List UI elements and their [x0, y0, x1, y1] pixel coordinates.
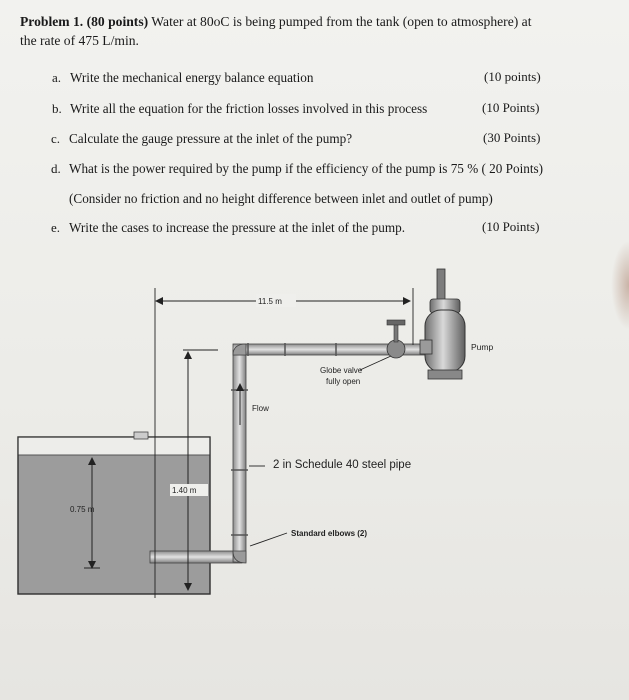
question-e-letter: e.	[51, 220, 61, 235]
globe-valve-label-1: Globe valve	[320, 366, 363, 375]
question-c-text: Calculate the gauge pressure at the inlet of the pump?	[69, 131, 353, 146]
question-e-text: Write the cases to increase the pressure at the inlet of the pump.	[69, 220, 405, 235]
flow-label: Flow	[252, 404, 269, 413]
question-d-letter: d.	[51, 161, 61, 176]
question-d-note: (Consider no friction and no height difference between inlet and outlet of pump)	[69, 191, 493, 206]
question-e-points: (10 Points)	[482, 219, 540, 234]
tank-depth-label: 0.75 m	[70, 505, 95, 514]
length-label: 11.5 m	[258, 297, 282, 306]
question-d-text: What is the power required by the pump if the efficiency of the pump is 75 % ( 20 Points)	[69, 161, 544, 176]
question-b-points: (10 Points)	[482, 100, 540, 115]
question-b-letter: b.	[52, 101, 62, 116]
pump-label: Pump	[471, 342, 494, 352]
riser-height-label: 1.40 m	[172, 486, 197, 495]
pump	[420, 269, 465, 379]
bottom-pipe	[150, 551, 242, 563]
question-c-points: (30 Points)	[483, 130, 541, 145]
question-a-letter: a.	[52, 70, 62, 85]
question-b-text: Write all the equation for the friction losses involved in this process	[70, 101, 428, 116]
question-a-points: (10 points)	[484, 69, 541, 84]
question-a-text: Write the mechanical energy balance equation	[70, 70, 314, 85]
globe-valve	[387, 320, 405, 358]
globe-valve-label-2: fully open	[326, 377, 361, 386]
question-c-letter: c.	[51, 131, 61, 146]
problem-statement-2: the rate of 475 L/min.	[20, 33, 139, 48]
problem-heading: Problem 1. (80 points)	[20, 14, 149, 29]
problem-statement-1: Water at 80oC is being pumped from the tank (open to atmosphere) at	[151, 14, 532, 29]
pipe-label: 2 in Schedule 40 steel pipe	[273, 459, 412, 471]
riser-pipe	[233, 350, 246, 562]
tank	[18, 432, 210, 594]
elbows-label: Standard elbows (2)	[291, 529, 368, 538]
